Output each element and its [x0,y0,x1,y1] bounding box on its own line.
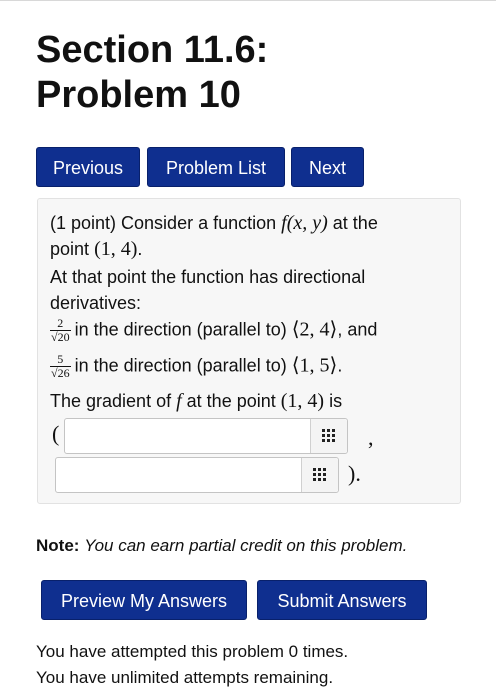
problem-list-button[interactable]: Problem List [147,147,285,187]
title-line2: Problem 10 [36,74,241,116]
derivative-2-line: $\frac{5}{√26}$ in the direction (parallel to) ⟨1, 5⟩. [51,352,343,380]
function-expression: f(x, y) [281,212,328,234]
equation-palette-icon [313,468,327,481]
derivative-1-fraction: $\frac{2}{√20}$ [51,316,70,344]
point-expression: (1, 4) [94,238,138,260]
gradient-line: The gradient of f at the point (1, 4) is [50,390,343,412]
attempts-status: You have attempted this problem 0 times. [36,642,349,661]
problem-box [37,198,461,504]
next-button[interactable]: Next [291,147,364,187]
open-paren: ( [52,421,60,446]
problem-line-3: At that point the function has directional [50,267,366,287]
problem-line-2: point (1, 4). [50,238,143,260]
attempts-remaining: You have unlimited attempts remaining. [36,668,334,687]
partial-credit-note: Note: You can earn partial credit on this problem. [36,536,408,555]
derivative-1-line: $\frac{2}{√20}$ in the direction (parallel to) ⟨2, 4⟩, and [51,316,378,344]
top-divider [0,0,496,1]
direction-vector-2: ⟨1, 5⟩ [291,354,338,377]
direction-vector-1: ⟨2, 4⟩ [291,318,338,341]
answer-input-1[interactable] [64,418,348,454]
comma-separator: , [368,425,374,450]
derivative-2-fraction: $\frac{5}{√26}$ [51,352,70,380]
equation-palette-button-1[interactable] [310,419,347,453]
page-title [36,28,268,118]
close-paren: ). [348,461,361,486]
answer-input-2[interactable] [55,457,339,493]
title-line1: Section 11.6: [36,29,269,71]
problem-line-1: (1 point) Consider a function f(x, y) at the [50,212,378,234]
previous-button[interactable]: Previous [36,147,140,187]
equation-palette-icon [322,429,336,442]
preview-answers-button[interactable]: Preview My Answers [41,580,247,620]
problem-line-4: derivatives: [50,293,142,313]
submit-answers-button[interactable]: Submit Answers [257,580,427,620]
equation-palette-button-2[interactable] [301,458,338,492]
